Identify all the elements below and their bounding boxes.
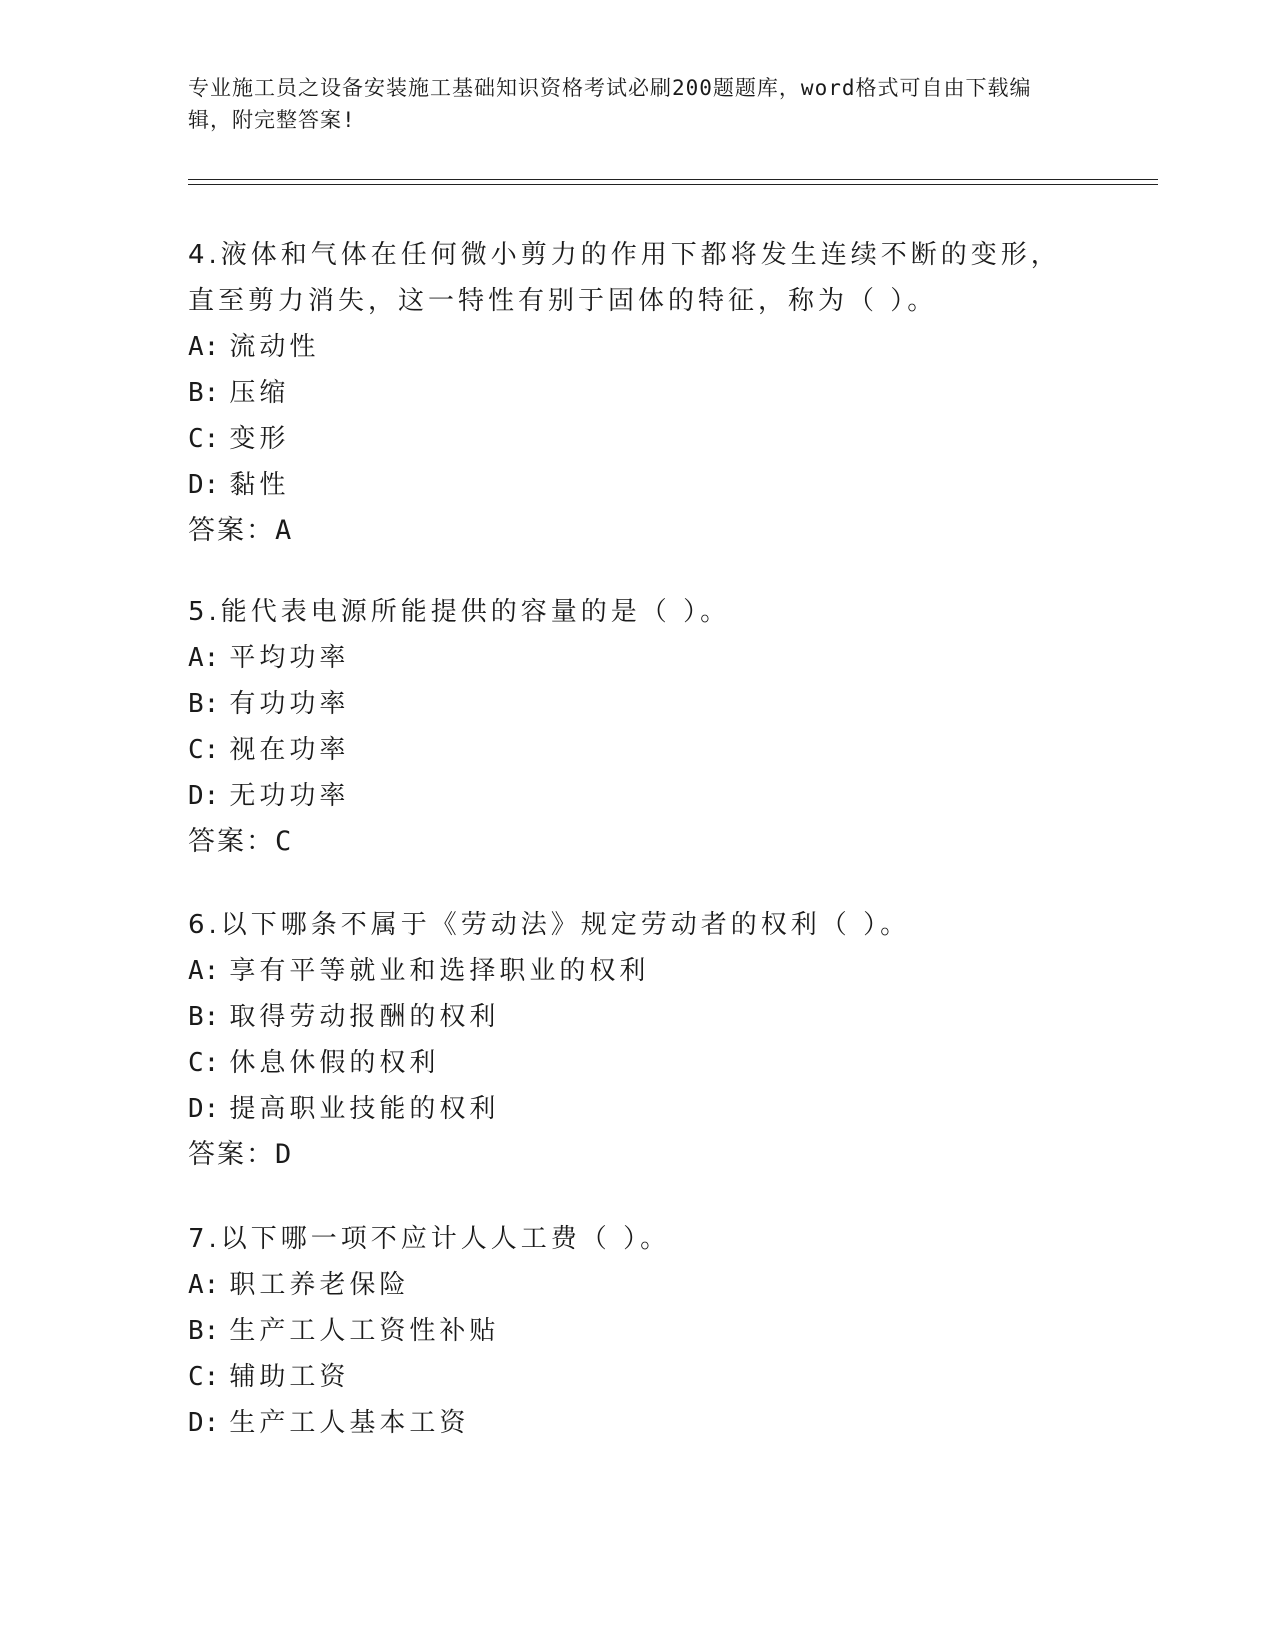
option-letter: B:: [188, 378, 220, 408]
option-d: [188, 1086, 1088, 1132]
option-b: [188, 681, 1088, 727]
option-text: 生产工人工资性补贴: [229, 1316, 500, 1346]
option-text: 取得劳动报酬的权利: [229, 1002, 500, 1032]
option-d: [188, 462, 1088, 508]
option-c: [188, 416, 1088, 462]
option-a: [188, 324, 1088, 370]
option-letter: C:: [188, 424, 220, 454]
option-text: 视在功率: [229, 735, 350, 765]
answer-value: C: [275, 826, 292, 857]
option-letter: B:: [188, 1316, 220, 1346]
option-letter: C:: [188, 1362, 220, 1392]
answer-label: 答案：: [188, 1139, 275, 1170]
option-letter: B:: [188, 689, 220, 719]
question-stem: 7.以下哪一项不应计人人工费（ ）。: [188, 1224, 671, 1254]
question-6: [188, 902, 1088, 1178]
option-text: 平均功率: [229, 643, 350, 673]
answer-value: D: [275, 1139, 292, 1170]
option-letter: A:: [188, 643, 220, 673]
option-d: [188, 773, 1088, 819]
option-text: 流动性: [229, 332, 320, 362]
option-letter: D:: [188, 1408, 220, 1438]
option-text: 无功功率: [229, 781, 350, 811]
option-letter: D:: [188, 1094, 220, 1124]
option-text: 变形: [229, 424, 290, 454]
option-a: [188, 948, 1088, 994]
option-c: [188, 727, 1088, 773]
option-letter: A:: [188, 1270, 220, 1300]
option-letter: C:: [188, 735, 220, 765]
question-stem: 6.以下哪条不属于《劳动法》规定劳动者的权利（ ）。: [188, 910, 911, 940]
answer-label: 答案：: [188, 515, 275, 546]
option-letter: D:: [188, 470, 220, 500]
option-letter: D:: [188, 781, 220, 811]
answer-value: A: [275, 515, 292, 546]
option-a: [188, 1262, 1088, 1308]
option-text: 辅助工资: [229, 1362, 350, 1392]
question-stem: 4.液体和气体在任何微小剪力的作用下都将发生连续不断的变形，直至剪力消失，这一特性有别于固体的特征，称为（ ）。: [188, 240, 1061, 316]
option-letter: A:: [188, 332, 220, 362]
question-5: [188, 589, 1088, 865]
option-text: 黏性: [229, 470, 290, 500]
answer-label: 答案：: [188, 826, 275, 857]
option-d: [188, 1400, 1088, 1446]
option-text: 压缩: [229, 378, 290, 408]
answer-line: [188, 819, 1088, 865]
question-stem: 5.能代表电源所能提供的容量的是（ ）。: [188, 597, 731, 627]
option-b: [188, 1308, 1088, 1354]
answer-line: [188, 508, 1088, 554]
option-a: [188, 635, 1088, 681]
answer-line: [188, 1132, 1088, 1178]
option-text: 提高职业技能的权利: [229, 1094, 500, 1124]
option-c: [188, 1354, 1088, 1400]
header-divider-top: [188, 179, 1158, 180]
question-4: [188, 232, 1088, 554]
option-letter: C:: [188, 1048, 220, 1078]
option-letter: A:: [188, 956, 220, 986]
option-b: [188, 370, 1088, 416]
option-text: 职工养老保险: [229, 1270, 410, 1300]
option-text: 生产工人基本工资: [229, 1408, 470, 1438]
option-text: 休息休假的权利: [229, 1048, 440, 1078]
option-letter: B:: [188, 1002, 220, 1032]
question-7: [188, 1216, 1088, 1446]
option-text: 有功功率: [229, 689, 350, 719]
option-c: [188, 1040, 1088, 1086]
document-title: 专业施工员之设备安装施工基础知识资格考试必刷200题题库，word格式可自由下载编辑，附完整答案!: [188, 76, 1032, 132]
header-divider-bottom: [188, 184, 1158, 185]
option-b: [188, 994, 1088, 1040]
option-text: 享有平等就业和选择职业的权利: [229, 956, 650, 986]
